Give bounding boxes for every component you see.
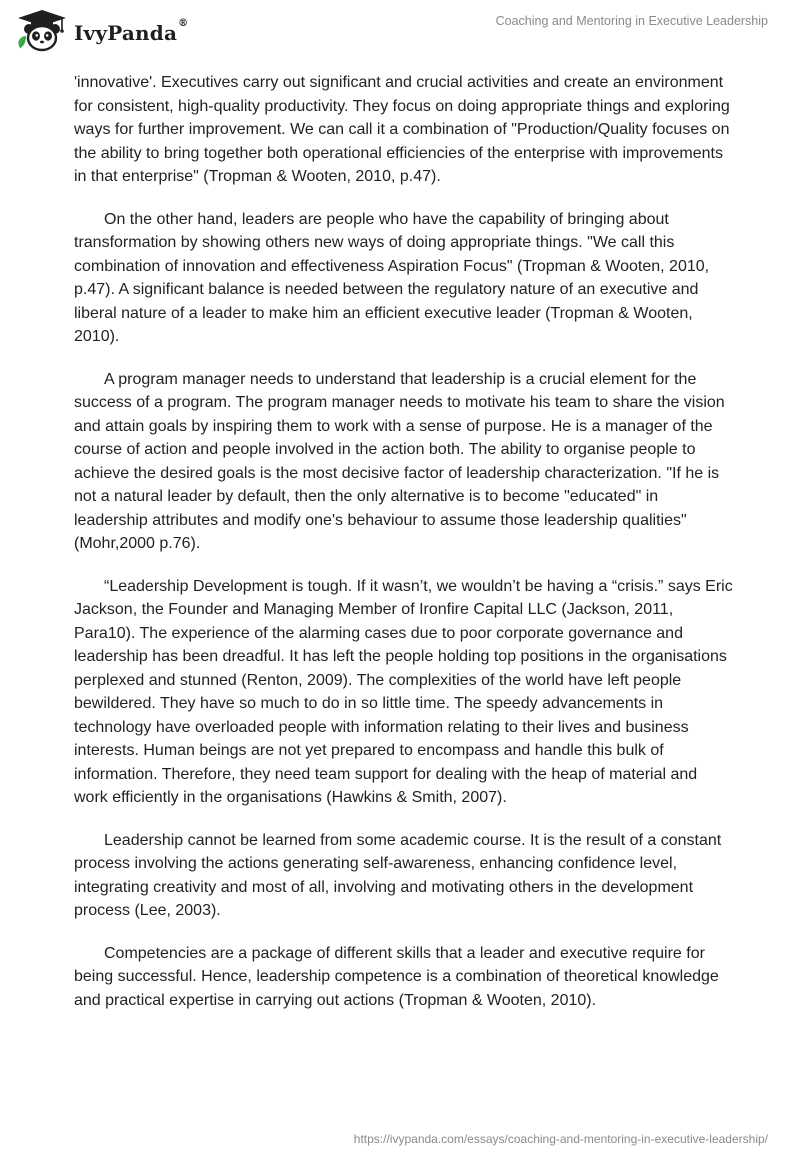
paragraph: On the other hand, leaders are people who have the capability of bringing about transformation by showing others new ways of doing appropriate things. "We call this combination of innovation and effectiveness Aspiration Focus" (Tropman & Wooten, 2010, p.47). A significant balance is needed between the regulatory nature of an executive and liberal nature of a leader to make him an efficient executive leader (Tropman & Wooten, 2010). (74, 210, 710, 345)
source-url[interactable]: https://ivypanda.com/essays/coaching-and-mentoring-in-executive-leadership/ (353, 1132, 768, 1146)
brand-label: IvyPanda (74, 21, 178, 45)
page-header (0, 0, 800, 60)
paragraph: A program manager needs to understand that leadership is a crucial element for the success of a program. The program manager needs to motivate his team to share the vision and attain goals by inspiring them to work with a sense of purpose. He is a manager of the course of action and people involved in the action both. The ability to organise people to achieve the desired goals is the most decisive factor of leadership characterization. "If he is not a natural leader by default, then the only alternative is to become "educated" in leadership attributes and modify one's behaviour to assume those leadership qualities" (Mohr,2000 p.76). (74, 370, 725, 552)
essay-body (74, 71, 734, 1031)
paragraph: 'innovative'. Executives carry out significant and crucial activities and create an environment for consistent, high-quality productivity. They focus on doing appropriate things and exploring ways for further improvement. We can call it a combination of "Production/Quality focuses on the ability to bring together both operational efficiencies of the enterprise with improvements in that enterprise" (Tropman & Wooten, 2010, p.47). (74, 74, 730, 185)
brand-name (74, 18, 189, 45)
paragraph: “Leadership Development is tough. If it wasn’t, we wouldn’t be having a “crisis.” says Eric Jackson, the Founder and Managing Member of Ironfire Capital LLC (Jackson, 2011, Para10). The experience of the alarming cases due to poor corporate governance and leadership has been dreadful. It has left the people holding top positions in the organisations perplexed and stunned (Renton, 2009). The complexities of the world have left people bewildered. They have so much to do in so little time. The speedy advancements in technology have overloaded people with information relating to their lives and business interests. Human beings are not yet prepared to encompass and handle this bulk of information. Therefore, they need team support for dealing with the heap of material and work efficiently in the organisations (Hawkins & Smith, 2007). (74, 577, 733, 806)
document-title: Coaching and Mentoring in Executive Leadership (495, 14, 768, 28)
registered-mark: ® (178, 18, 189, 29)
paragraph: Leadership cannot be learned from some academic course. It is the result of a constant process involving the actions generating self-awareness, enhancing confidence level, integrating creativity and most of all, involving and motivating others in the development process (Lee, 2003). (74, 831, 722, 919)
paragraph: Competencies are a package of different skills that a leader and executive require for being successful. Hence, leadership competence is a combination of theoretical knowledge and practical expertise in carrying out actions (Tropman & Wooten, 2010). (74, 944, 719, 1009)
ivypanda-logo[interactable] (14, 8, 188, 54)
panda-graduate-icon (14, 8, 70, 54)
